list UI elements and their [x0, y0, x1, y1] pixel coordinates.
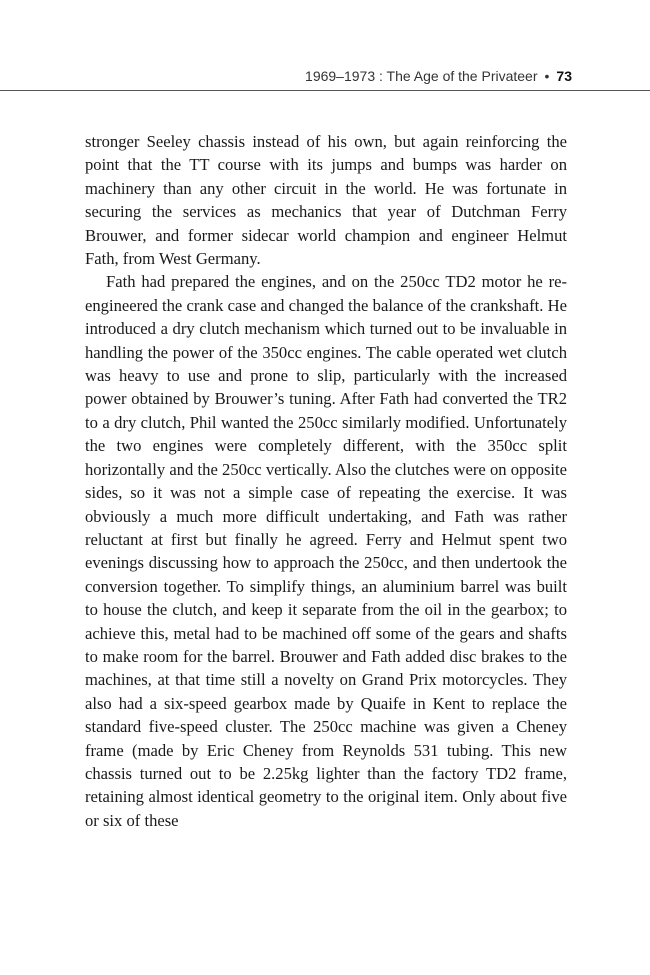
running-head-separator: • — [544, 68, 550, 84]
page-number: 73 — [556, 68, 572, 84]
body-text — [85, 130, 567, 832]
running-head — [0, 66, 572, 86]
running-head-title: 1969–1973 : The Age of the Privateer — [305, 68, 538, 84]
paragraph: Fath had prepared the engines, and on the 250cc TD2 motor he re-engineered the crank case and changed the balance of the crankshaft. He introduced a dry clutch mechanism which turned out to be invaluable in handling the power of the 350cc engines. The cable operated wet clutch was heavy to use and prone to slip, particularly with the increased power obtained by Brouwer’s tuning. After Fath had converted the TR2 to a dry clutch, Phil wanted the 250cc similarly modified. Unfortunately the two engines were completely different, with the 350cc split horizontally and the 250cc vertically. Also the clutches were on opposite sides, so it was not a simple case of repeating the exercise. It was obviously a much more difficult undertaking, and Fath was rather reluctant at first but finally he agreed. Ferry and Helmut spent two evenings discussing how to approach the 250cc, and then undertook the conversion together. To simplify things, an aluminium barrel was built to house the clutch, and keep it separate from the oil in the gearbox; to achieve this, metal had to be machined off some of the gears and shafts to make room for the barrel. Brouwer and Fath added disc brakes to the machines, at that time still a novelty on Grand Prix motorcycles. They also had a six-speed gearbox made by Quaife in Kent to replace the standard five-speed cluster. The 250cc machine was given a Cheney frame (made by Eric Cheney from Reynolds 531 tubing. This new chassis turned out to be 2.25kg lighter than the factory TD2 frame, retaining almost identical geometry to the original item. Only about five or six of these — [85, 272, 567, 830]
header-rule — [0, 90, 650, 91]
paragraph-continued: stronger Seeley chassis instead of his own, but again reinforcing the point that the TT course with its jumps and bumps was harder on machinery than any other circuit in the world. He was fortunate in securing the services as mechanics that year of Dutchman Ferry Brouwer, and former sidecar world champion and engineer Helmut Fath, from West Germany. — [85, 132, 567, 269]
